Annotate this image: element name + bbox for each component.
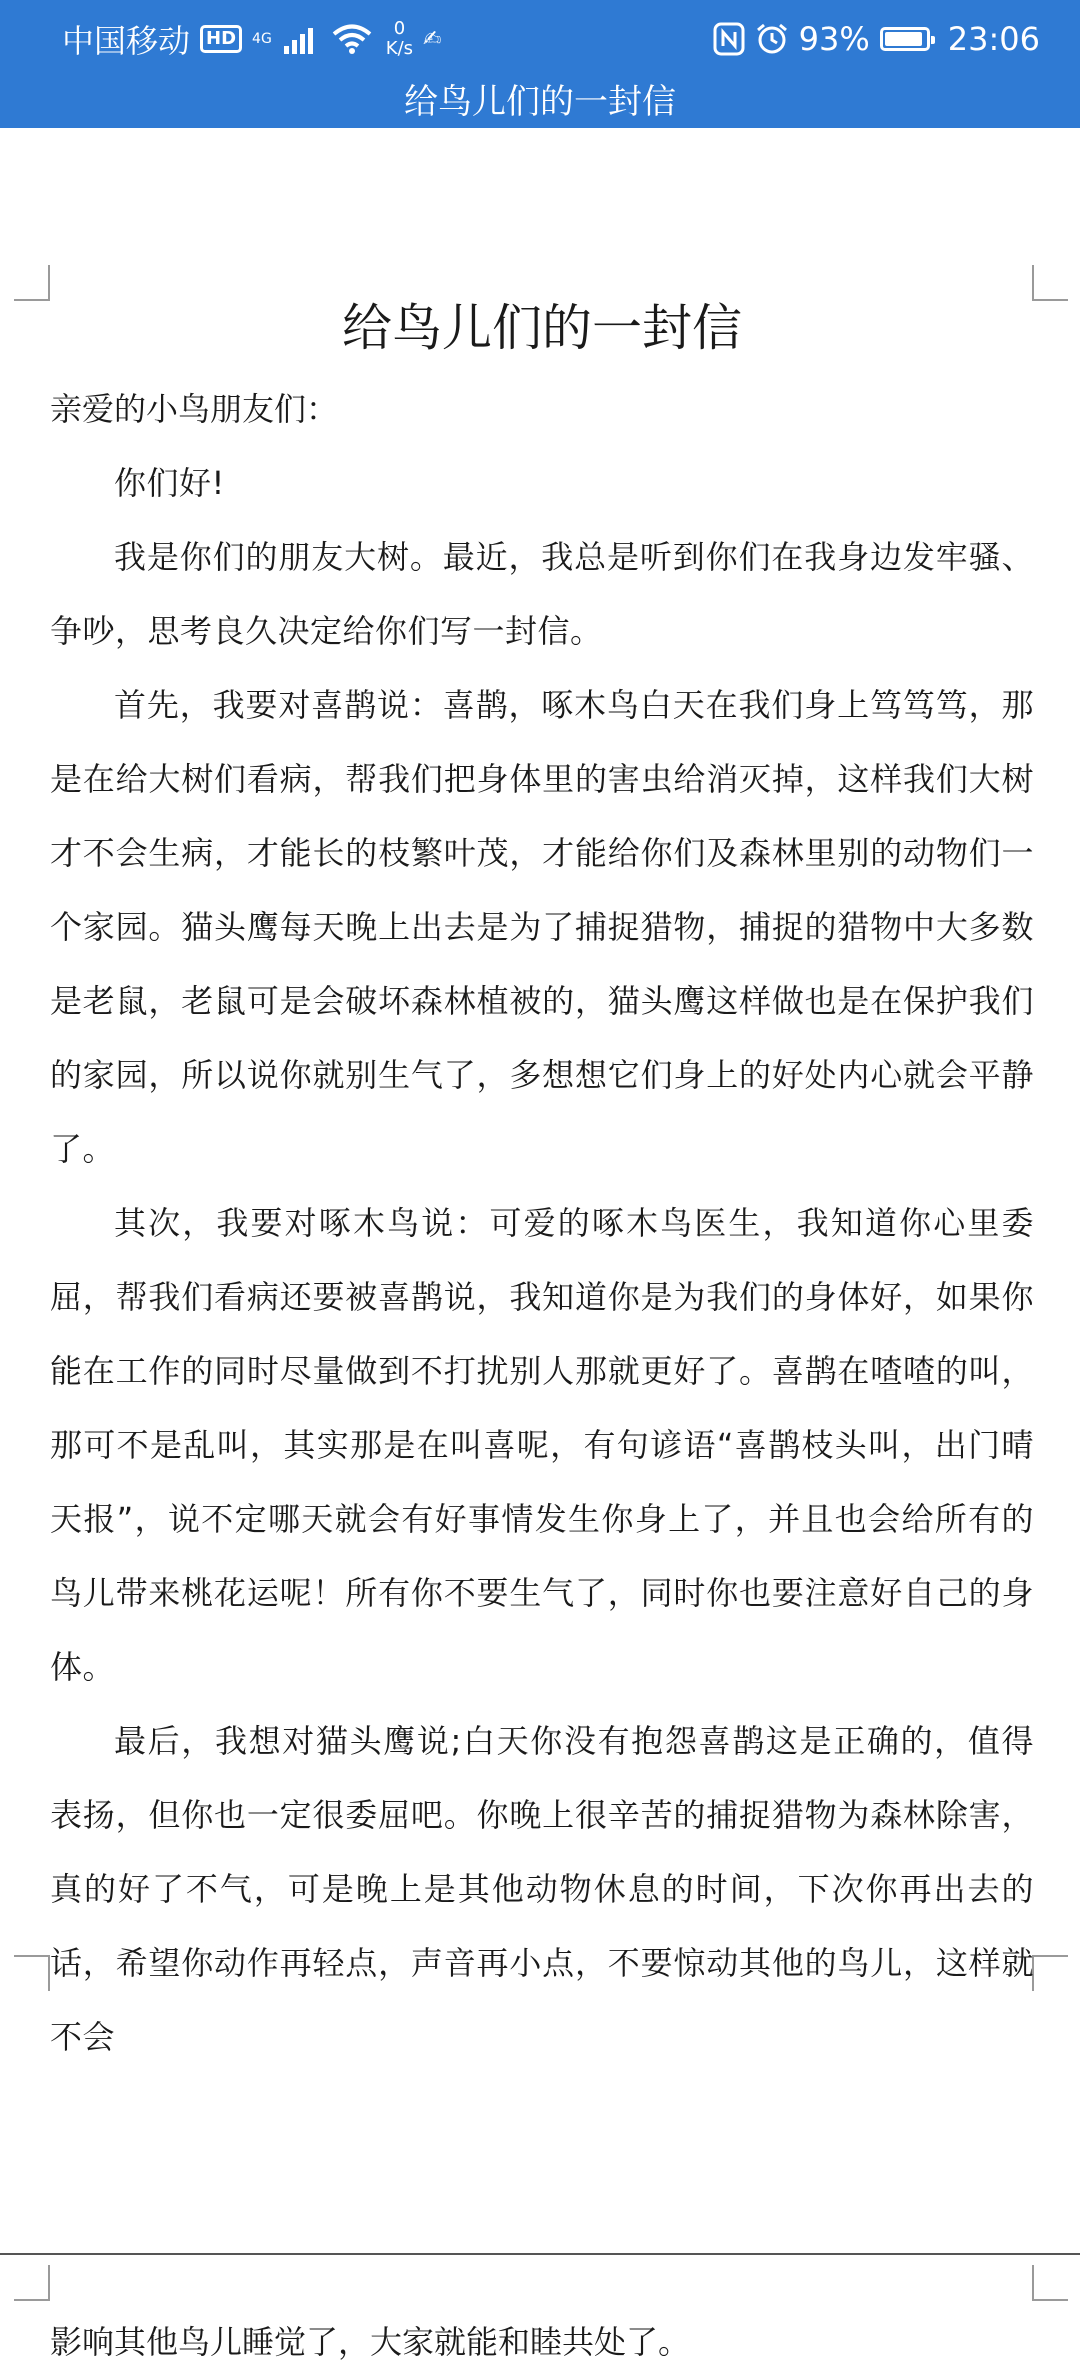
battery-icon [880,27,930,51]
document-viewer[interactable] [0,128,1080,2361]
alarm-icon [755,22,789,56]
speed-value: 0 [393,18,406,39]
document-header-title: 给鸟儿们的一封信 [404,82,676,122]
page-corner-mark [14,1955,50,1991]
wifi-icon [332,23,372,55]
network-type [252,32,272,46]
page-corner-mark [1032,265,1068,301]
battery-percent: 93% [798,20,870,58]
status-left [62,14,441,64]
document-body [50,296,1034,2074]
page-separator [0,2253,1080,2255]
nfc-icon [713,22,745,56]
speed-unit: K/s [385,38,414,59]
paragraph: 你们好! [114,464,225,502]
page-corner-mark [1032,1955,1068,1991]
carrier-name: 中国移动 [62,22,191,60]
status-bar [0,0,1080,76]
page-corner-mark [14,265,50,301]
network-speed [386,19,413,59]
clock: 23:06 [947,20,1040,58]
greeting: 亲爱的小鸟朋友们： [50,390,339,428]
notification-icon: ✍ [423,26,442,52]
top-bar [0,0,1080,128]
document-title: 给鸟儿们的一封信 [342,299,742,357]
paragraph: 我是你们的朋友大树。最近，我总是听到你们在我身边发牢骚、争吵，思考良久决定给你们写一封信。 [50,538,1034,650]
status-right [713,14,1040,64]
page-2-paragraph: 影响其他鸟儿睡觉了，大家就能和睦共处了。 [50,2323,691,2361]
signal-icon [282,24,322,54]
network-label: 4G [252,31,272,47]
paragraph: 其次，我要对啄木鸟说：可爱的啄木鸟医生，我知道你心里委屈，帮我们看病还要被喜鹊说，我知道你是为我们的身体好，如果你能在工作的同时尽量做到不打扰别人那就更好了。喜鹊在喳喳的叫，那可不是乱叫，其实那是在叫喜呢，有句谚语“喜鹊枝头叫，出门晴天报”，说不定哪天就会有好事情发生你身上了，并且也会给所有的鸟儿带来桃花运呢！所有你不要生气了，同时你也要注意好自己的身体。 [50,1204,1034,1686]
hd-icon: HD [200,25,242,53]
page-corner-mark [14,2265,50,2301]
paragraph: 首先，我要对喜鹊说：喜鹊，啄木鸟白天在我们身上笃笃笃，那是在给大树们看病，帮我们把身体里的害虫给消灭掉，这样我们大树才不会生病，才能长的枝繁叶茂，才能给你们及森林里别的动物们一个家园。猫头鹰每天晚上出去是为了捕捉猎物，捕捉的猎物中大多数是老鼠，老鼠可是会破坏森林植被的，猫头鹰这样做也是在保护我们的家园，所以说你就别生气了，多想想它们身上的好处内心就会平静了。 [50,686,1034,1168]
battery-level [885,32,922,46]
page-corner-mark [1032,2265,1068,2301]
paragraph: 最后，我想对猫头鹰说;白天你没有抱怨喜鹊这是正确的，值得表扬，但你也一定很委屈吧。你晚上很辛苦的捕捉猎物为森林除害，真的好了不气，可是晚上是其他动物休息的时间，下次你再出去的话，希望你动作再轻点，声音再小点，不要惊动其他的鸟儿，这样就不会 [50,1722,1034,2056]
